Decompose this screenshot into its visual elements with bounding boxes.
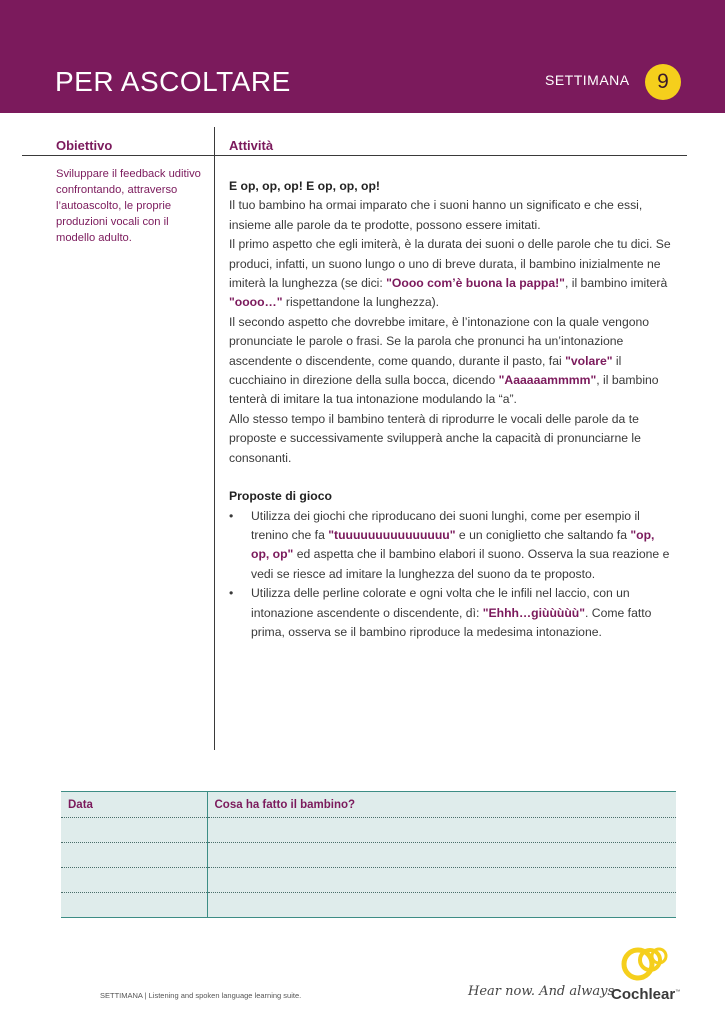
table-header-row (61, 792, 676, 818)
highlighted-phrase: "tuuuuuuuuuuuuuuu" (328, 527, 456, 542)
record-table (61, 791, 676, 918)
notes-cell[interactable] (207, 843, 676, 868)
cochlear-logo-icon (619, 940, 675, 984)
highlighted-phrase: "oooo…" (229, 295, 283, 310)
table-row (61, 818, 676, 843)
notes-cell[interactable] (207, 868, 676, 893)
objective-text: Sviluppare il feedback uditivo confrontando, attraverso l’autoascolto, le proprie produzioni vocali con il modello adulto. (56, 168, 201, 244)
text-fragment: rispettandone la lunghezza). (282, 295, 440, 310)
objective-heading: Obiettivo (56, 138, 113, 153)
heading-divider (22, 155, 687, 156)
list-item (229, 507, 674, 585)
brand-name: Cochlear (611, 986, 676, 1003)
brand-logo-text (611, 986, 680, 1003)
highlighted-phrase: "Aaaaaammmm" (498, 373, 597, 388)
trademark-symbol: ™ (675, 989, 681, 995)
activity-paragraph-3 (229, 313, 674, 410)
date-cell[interactable] (61, 843, 207, 868)
footer-text: SETTIMANA | Listening and spoken language learning suite. (100, 991, 302, 1000)
week-number-badge: 9 (645, 64, 681, 100)
text-fragment: Utilizza dei giochi che riproducano dei suoni lunghi, come per esempio il trenino che fa (251, 508, 640, 542)
date-cell[interactable] (61, 893, 207, 918)
text-fragment: Il secondo aspetto che dovrebbe imitare, è l’intonazione con la quale vengono pronunciate le parole o frasi. Se la parola che pronunci ha un’intonazione ascendente o discendente, come quando, durante il pasto, fai (229, 314, 650, 368)
highlighted-phrase: "volare" (565, 353, 613, 368)
week-label: SETTIMANA (545, 72, 630, 88)
highlighted-phrase: "op, op, op" (251, 527, 655, 562)
table-row (61, 868, 676, 893)
spacer (229, 468, 674, 487)
highlighted-phrase: "Oooo com’è buona la pappa!" (386, 276, 565, 291)
text-fragment: Il primo aspetto che egli imiterà, è la durata dei suoni o delle parole che tu dici. Se produci, infatti, un suono lungo o uno di breve durata, il bambino inizialmente ne imiterà la lunghezza (se dici: (229, 237, 671, 291)
text-fragment: , il bambino imiterà (564, 276, 668, 291)
text-fragment: . Come fatto prima, osserva se il bambino riproduce la medesima intonazione. (251, 605, 652, 639)
text-fragment: il cucchiaino in direzione della sulla bocca, dicendo (229, 353, 622, 388)
text-fragment: ed aspetta che il bambino elabori il suono. Osserva la sua reazione e vedi se riesce ad imitare la lunghezza del suono da te proposto. (251, 547, 670, 581)
page-header (0, 0, 725, 113)
text-fragment: Utilizza delle perline colorate e ogni volta che le infili nel laccio, con un intonazione ascendente o discendente, dì: (251, 586, 630, 620)
column-divider (214, 127, 215, 750)
slogan: Hear now. And always (468, 984, 615, 999)
activity-paragraph-4: Allo stesso tempo il bambino tenterà di riprodurre le vocali delle parole da te proposte e successivamente svilupperà anche la capacità di pronunciarne le consonanti. (229, 411, 641, 465)
activity-section (229, 177, 674, 642)
activity-title: E op, op, op! E op, op, op! (229, 179, 380, 193)
text-fragment: e un coniglietto che saltando fa (455, 527, 631, 542)
activity-paragraph-2 (229, 235, 674, 313)
notes-cell[interactable] (207, 818, 676, 843)
highlighted-phrase: "Ehhh…giùùùùù" (482, 605, 586, 620)
games-title: Proposte di gioco (229, 489, 332, 504)
date-cell[interactable] (61, 868, 207, 893)
text-fragment: , il bambino tenterà di imitare la tua intonazione modulando la “a”. (229, 373, 659, 407)
table-row (61, 843, 676, 868)
notes-column-header: Cosa ha fatto il bambino? (207, 792, 676, 818)
activity-heading: Attività (229, 138, 274, 153)
notes-cell[interactable] (207, 893, 676, 918)
table-row (61, 893, 676, 918)
date-cell[interactable] (61, 818, 207, 843)
activity-paragraph-1: Il tuo bambino ha ormai imparato che i suoni hanno un significato e che essi, insieme alle parole da te prodotte, possono essere imitati. (229, 198, 643, 232)
list-item (229, 584, 674, 642)
date-column-header: Data (61, 792, 207, 818)
games-list (229, 507, 674, 643)
page-title: PER ASCOLTARE (55, 66, 291, 97)
